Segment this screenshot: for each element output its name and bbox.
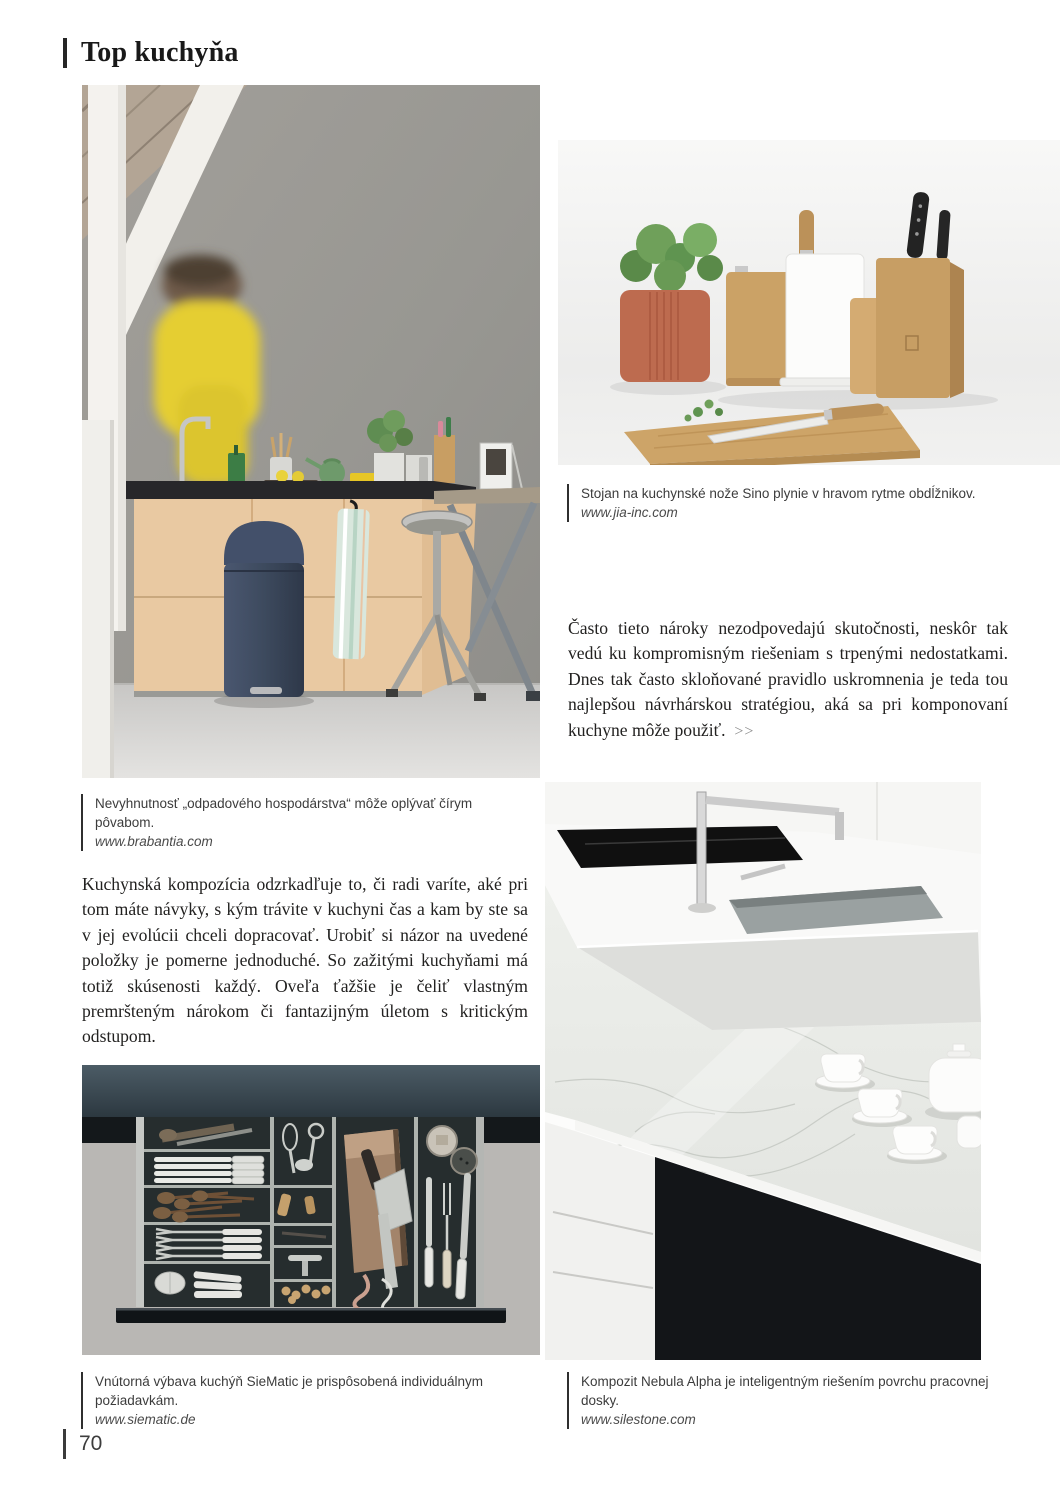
paragraph-left-text: Kuchynská kompozícia odzrkadľuje to, či radi varíte, aké pri tom máte návyky, s kým trávite v kuchyni čas a kam by ste sa v jej evolúcii chceli dopracovať. Urobiť si názor na uvedené položky je pomerne jednoduché. So zažitými kuchyňami má totiž skúsenosti každý. Oveľa ťažšie je čeliť vlastným premršteným nárokom či fantazijným úletom s kritickým odstupom. <box>82 874 528 1047</box>
page-title: Top kuchyňa <box>81 37 239 68</box>
caption-rule <box>81 1372 83 1429</box>
article-paragraph-left <box>82 872 528 1050</box>
drawer-box <box>136 1117 484 1317</box>
caption-worktop <box>567 1372 1027 1429</box>
knife-stand-illustration <box>558 140 1060 465</box>
caption-url: www.jia-inc.com <box>581 505 678 520</box>
juicer-compartment <box>155 1271 242 1298</box>
worktop-illustration <box>545 782 981 1360</box>
caption-rule <box>81 794 83 851</box>
milk-jug <box>957 1116 981 1148</box>
continuation-marker: >> <box>734 722 755 740</box>
door-frame <box>82 420 112 778</box>
kitchen-photo-illustration <box>82 85 540 778</box>
cutlery-drawer-photo <box>82 1065 540 1355</box>
lemon <box>276 470 288 482</box>
paragraph-right-text: Často tieto nároky nezodpovedajú skutočnosti, neskôr tak vedú ku kompromisným riešeniam s trpenými nedostatkami. Dnes tak často skloňované pravidlo uskromnenia je teda tou najlepšou návrhárskou stratégiou, aká sa pri komponovaní kuchyne môže použiť. <box>568 618 1008 740</box>
worktop-sink-photo <box>545 782 981 1360</box>
floor <box>82 683 540 778</box>
caption-text: Vnútorná výbava kuchýň SieMatic je prispôsobená individuálnym požiadavkám. <box>95 1374 483 1408</box>
article-paragraph-right <box>568 616 1008 744</box>
footer-rule <box>63 1429 66 1459</box>
header-rule <box>63 38 67 68</box>
caption-waste-bin <box>81 794 531 851</box>
countertop <box>126 481 476 502</box>
caption-url: www.silestone.com <box>581 1412 696 1427</box>
caption-url: www.siematic.de <box>95 1412 196 1427</box>
caption-text: Stojan na kuchynské nože Sino plynie v hravom rytme obdĺžnikov. <box>581 486 976 501</box>
soap-bottle <box>228 453 245 485</box>
caption-knife-stand <box>567 484 997 522</box>
page-footer <box>63 1429 102 1459</box>
page-number: 70 <box>79 1432 103 1455</box>
hanging-towel <box>333 500 370 659</box>
caption-url: www.brabantia.com <box>95 834 213 849</box>
page-header <box>63 38 239 68</box>
caption-text: Kompozit Nebula Alpha je inteligentným riešením povrchu pracovnej dosky. <box>581 1374 989 1408</box>
caption-drawer <box>81 1372 541 1429</box>
plant-pot <box>374 453 404 483</box>
bin-pedal <box>250 687 282 694</box>
caption-rule <box>567 484 569 522</box>
caption-text: Nevyhnutnosť „odpadového hospodárstva“ môže oplývať čírym pôvabom. <box>95 796 473 830</box>
drawer-illustration <box>82 1065 540 1355</box>
pedal-bin <box>214 521 314 708</box>
white-cabinet-base <box>545 1122 655 1360</box>
kitchen-bin-photo <box>82 85 540 778</box>
knife-stand-photo <box>558 140 1060 465</box>
worktop-edge <box>82 1065 540 1117</box>
caption-rule <box>567 1372 569 1429</box>
